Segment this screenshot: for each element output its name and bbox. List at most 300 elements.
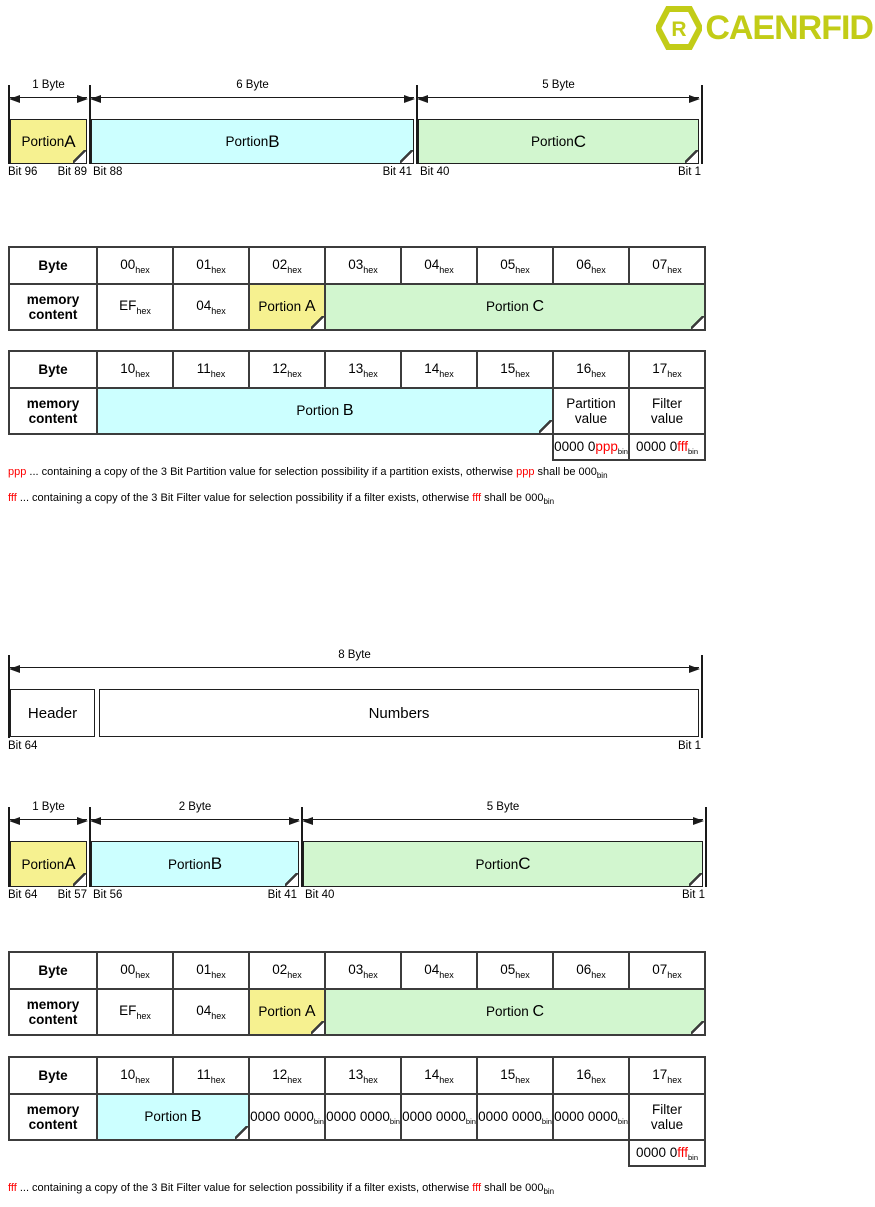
text-part: 07 <box>652 256 668 272</box>
text-part: ... containing a copy of the 3 Bit Partition value for selection possibility if a partition exists, otherwise <box>26 466 517 478</box>
table-cell <box>97 247 173 284</box>
text-part: hex <box>287 969 302 980</box>
text-part: hex <box>439 264 454 275</box>
text-part: hex <box>287 1074 302 1085</box>
text-part: shall be 000 <box>481 1182 544 1194</box>
table-cell <box>173 247 249 284</box>
text-part: A <box>304 298 316 315</box>
text-part: memory <box>26 291 80 307</box>
text-part: 13 <box>348 360 364 376</box>
text-part: 02 <box>272 256 288 272</box>
text-part: hex <box>287 264 302 275</box>
corner-notch-icon <box>400 150 413 163</box>
table-cell <box>477 247 553 284</box>
text-part: 02 <box>272 961 288 977</box>
text-part: fff <box>677 438 689 454</box>
arrowhead-right-icon <box>404 95 415 103</box>
dimension-arrow <box>10 801 87 820</box>
text-part: EF <box>119 298 137 313</box>
byte-length-label: 6 Byte <box>236 79 269 91</box>
text-part: bin <box>688 446 699 456</box>
text-part: value <box>650 411 684 426</box>
header-numbers-diagram-64bit <box>8 645 708 757</box>
bit-label: Bit 40 <box>420 166 450 178</box>
arrowhead-right-icon <box>689 665 700 673</box>
corner-notch-icon <box>685 150 698 163</box>
table-cell <box>629 1057 705 1094</box>
memory-table <box>8 350 706 461</box>
text-part: 15 <box>500 360 516 376</box>
text-part: Header <box>27 704 78 722</box>
corner-notch-icon <box>689 873 702 886</box>
text-part: 0000 0 <box>554 438 596 454</box>
text-part: 0000 0000 <box>250 1108 314 1124</box>
text-part: fff <box>677 1144 689 1160</box>
table-row <box>9 388 705 434</box>
dimension-arrow <box>303 801 703 820</box>
text-part: 0000 0000 <box>478 1108 542 1124</box>
text-part: 14 <box>424 1066 440 1082</box>
table-cell <box>325 351 401 388</box>
table-cell <box>97 989 173 1035</box>
table-row <box>9 351 705 388</box>
arrowhead-left-icon <box>9 817 20 825</box>
dimension-arrow <box>10 649 699 668</box>
table-cell <box>477 952 553 989</box>
text-part: shall be 000 <box>534 466 597 478</box>
spacer-cell <box>9 434 553 460</box>
table-cell <box>629 1094 705 1140</box>
table-cell <box>9 1094 97 1140</box>
text-part: Portion <box>167 856 211 872</box>
portion-box <box>10 841 87 887</box>
table-cell <box>325 1094 401 1140</box>
table-cell <box>629 247 705 284</box>
portion-diagram-64bit <box>8 792 708 902</box>
text-part: hex <box>211 1011 226 1021</box>
text-part: 01 <box>196 256 212 272</box>
table-cell <box>9 1057 97 1094</box>
text-part: bin <box>313 1116 324 1126</box>
table-cell <box>553 434 629 460</box>
spacer-cell <box>9 1140 629 1166</box>
text-part: bin <box>465 1116 476 1126</box>
text-part: hex <box>515 1074 530 1085</box>
text-part: hex <box>667 1074 682 1085</box>
portion-diagram-96bit <box>8 75 708 181</box>
arrowhead-left-icon <box>9 95 20 103</box>
text-part: bin <box>596 471 608 480</box>
footnote-ppp <box>8 466 608 480</box>
text-part: hex <box>591 264 606 275</box>
text-part: ppp <box>595 438 618 454</box>
text-part: B <box>210 854 223 873</box>
text-part: hex <box>591 1074 606 1085</box>
text-part: 16 <box>576 360 592 376</box>
table-cell <box>97 351 173 388</box>
table-cell <box>9 388 97 434</box>
byte-length-label: 8 Byte <box>338 649 371 661</box>
arrowhead-left-icon <box>90 817 101 825</box>
memory-table2-bytes-10-17 <box>8 1056 706 1167</box>
text-part: hex <box>439 368 454 379</box>
bit-label: Bit 41 <box>267 889 297 901</box>
arrowhead-right-icon <box>77 817 88 825</box>
text-part: C <box>518 854 531 873</box>
text-part: hex <box>210 1074 226 1085</box>
text-part: 04 <box>196 298 212 313</box>
text-part: hex <box>363 264 378 275</box>
table-row <box>9 1094 705 1140</box>
text-part: hex <box>591 969 606 980</box>
text-part: bin <box>541 1116 552 1126</box>
text-part: 06 <box>576 961 592 977</box>
text-part: 15 <box>500 1066 516 1082</box>
table-cell <box>477 351 553 388</box>
text-part: bin <box>617 446 628 456</box>
text-part: content <box>28 1012 78 1027</box>
table-cell <box>249 247 325 284</box>
arrowhead-left-icon <box>90 95 101 103</box>
corner-notch-icon <box>73 873 86 886</box>
text-part: Partition <box>566 395 616 411</box>
text-part: 17 <box>652 1066 668 1082</box>
arrowhead-left-icon <box>9 665 20 673</box>
text-part: 0000 0000 <box>402 1108 466 1124</box>
text-part: Numbers <box>368 704 430 722</box>
table-cell <box>401 1057 477 1094</box>
text-part: fff <box>8 492 17 504</box>
table-cell <box>401 952 477 989</box>
text-part: Portion <box>21 134 65 149</box>
table-cell <box>325 284 705 330</box>
text-part: Portion <box>296 403 343 418</box>
text-part: ... containing a copy of the 3 Bit Filter value for selection possibility if a filter exists, otherwise <box>16 1182 473 1194</box>
text-part: 07 <box>652 961 668 977</box>
dimension-arrow <box>418 79 699 98</box>
text-part: 13 <box>348 1066 364 1082</box>
arrowhead-right-icon <box>77 95 88 103</box>
memory-table2-bytes-00-07 <box>8 951 706 1036</box>
text-part: 12 <box>272 1066 288 1082</box>
text-part: hex <box>667 368 682 379</box>
corner-notch-icon <box>311 1021 324 1034</box>
text-part: Portion <box>144 1109 191 1124</box>
arrowhead-left-icon <box>417 95 428 103</box>
bit-label: Bit 1 <box>681 889 705 901</box>
table-cell <box>249 989 325 1035</box>
text-part: B <box>190 1108 202 1125</box>
text-part: hex <box>135 969 150 980</box>
text-part: bin <box>543 497 555 506</box>
table-row <box>9 952 705 989</box>
memory-table <box>8 1056 706 1167</box>
text-part: 0000 0 <box>635 438 678 454</box>
table-cell <box>9 989 97 1035</box>
table-cell <box>9 247 97 284</box>
boundary-line <box>701 655 703 738</box>
text-part: C <box>573 131 587 151</box>
text-part: hex <box>439 969 454 980</box>
text-part: B <box>268 131 280 151</box>
table-cell <box>553 351 629 388</box>
table-cell <box>629 434 705 460</box>
text-part: Filter <box>652 1101 682 1117</box>
text-part: memory <box>26 1101 80 1117</box>
text-part: Byte <box>38 258 68 273</box>
text-part: hex <box>211 969 226 980</box>
bit-label: Bit 40 <box>305 889 335 901</box>
text-part: bin <box>543 1187 555 1196</box>
table-cell <box>97 388 553 434</box>
text-part: hex <box>515 368 530 379</box>
boundary-line <box>701 85 703 164</box>
text-part: hex <box>515 264 530 275</box>
table-cell <box>629 388 705 434</box>
dimension-arrow <box>91 801 299 820</box>
table-cell <box>97 1057 173 1094</box>
table-cell <box>173 284 249 330</box>
text-part: Portion <box>258 299 305 314</box>
text-part: 00 <box>120 961 136 977</box>
footnote-fff-2 <box>8 1182 554 1196</box>
table-cell <box>249 952 325 989</box>
text-part: 0000 0000 <box>326 1108 390 1124</box>
text-part: fff <box>472 1182 482 1194</box>
text-part: shall be 000 <box>481 492 544 504</box>
text-part: hex <box>667 969 682 980</box>
portion-box <box>303 841 703 887</box>
table-cell <box>325 1057 401 1094</box>
text-part: B <box>342 402 354 419</box>
corner-notch-icon <box>311 316 324 329</box>
boundary-line <box>705 807 707 887</box>
bit-label: Bit 56 <box>93 889 123 901</box>
table-cell <box>629 1140 705 1166</box>
text-part: bin <box>688 1152 699 1162</box>
table-cell <box>553 952 629 989</box>
corner-notch-icon <box>539 420 552 433</box>
text-part: value <box>574 411 608 426</box>
text-part: hex <box>363 969 378 980</box>
table-cell <box>97 952 173 989</box>
text-part: A <box>304 1003 316 1020</box>
text-part: 06 <box>576 256 592 272</box>
table-row <box>9 1140 705 1166</box>
table-cell <box>173 952 249 989</box>
table-row <box>9 1057 705 1094</box>
portion-box <box>91 119 414 164</box>
arrowhead-left-icon <box>302 817 313 825</box>
text-part: bin <box>389 1116 400 1126</box>
text-part: 10 <box>120 360 136 376</box>
text-part: hex <box>210 368 226 379</box>
text-part: hex <box>135 264 150 275</box>
text-part: 11 <box>196 1066 211 1082</box>
text-part: 12 <box>272 360 288 376</box>
text-part: 04 <box>424 256 440 272</box>
table-cell <box>477 1094 553 1140</box>
text-part: hex <box>136 1011 151 1021</box>
text-part: fff <box>472 492 482 504</box>
dimension-arrow <box>10 79 87 98</box>
text-part: Portion <box>258 1004 305 1019</box>
bit-label: Bit 88 <box>93 166 123 178</box>
text-part: hex <box>515 969 530 980</box>
byte-length-label: 1 Byte <box>32 79 65 91</box>
byte-length-label: 2 Byte <box>178 801 212 813</box>
text-part: 05 <box>500 256 516 272</box>
bit-label: Bit 64 <box>8 889 38 901</box>
corner-notch-icon <box>235 1126 248 1139</box>
text-part: hex <box>135 368 150 379</box>
corner-notch-icon <box>691 316 704 329</box>
bit-label: Bit 96 <box>8 166 38 178</box>
table-cell <box>629 351 705 388</box>
table-cell <box>249 1094 325 1140</box>
memory-table-bytes-00-07 <box>8 246 706 331</box>
table-cell <box>325 952 401 989</box>
text-part: content <box>28 411 78 426</box>
text-part: content <box>28 1117 78 1132</box>
table-cell <box>97 284 173 330</box>
text-part: hex <box>363 1074 378 1085</box>
bit-label: Bit 1 <box>677 166 701 178</box>
arrowhead-right-icon <box>289 817 300 825</box>
arrowhead-right-icon <box>689 95 700 103</box>
text-part: Portion <box>475 856 519 872</box>
caen-hexagon-icon <box>656 5 702 51</box>
table-cell <box>629 952 705 989</box>
caen-rfid-logo <box>656 5 873 51</box>
text-part: hex <box>439 1074 454 1085</box>
portion-box <box>10 689 95 737</box>
text-part: A <box>64 131 76 151</box>
bit-label: Bit 64 <box>8 740 38 752</box>
text-part: hex <box>363 368 378 379</box>
text-part: 11 <box>196 360 211 376</box>
text-part: 04 <box>196 1003 212 1018</box>
bit-label: Bit 1 <box>677 740 701 752</box>
corner-notch-icon <box>285 873 298 886</box>
text-part: Portion <box>530 134 574 149</box>
text-part: Portion <box>225 134 269 149</box>
table-cell <box>325 247 401 284</box>
text-part: C <box>532 1003 545 1020</box>
text-part: Byte <box>38 362 68 377</box>
text-part: hex <box>287 368 302 379</box>
text-part: 17 <box>652 360 668 376</box>
table-cell <box>173 351 249 388</box>
bit-label: Bit 57 <box>57 889 87 901</box>
text-part: hex <box>591 368 606 379</box>
byte-length-label: 5 Byte <box>542 79 575 91</box>
table-row <box>9 989 705 1035</box>
text-part: hex <box>667 264 682 275</box>
text-part: fff <box>8 1182 17 1194</box>
text-part: Portion <box>485 1004 533 1019</box>
text-part: memory <box>26 395 80 411</box>
table-row <box>9 284 705 330</box>
text-part: value <box>650 1117 684 1132</box>
table-cell <box>249 351 325 388</box>
table-cell <box>553 388 629 434</box>
memory-table-bytes-10-17 <box>8 350 706 461</box>
table-cell <box>553 247 629 284</box>
footnote-fff <box>8 492 554 506</box>
text-part: bin <box>617 1116 628 1126</box>
memory-table <box>8 246 706 331</box>
dimension-arrow <box>91 79 414 98</box>
table-cell <box>325 989 705 1035</box>
table-cell <box>401 351 477 388</box>
text-part: hex <box>136 306 151 316</box>
table-row <box>9 247 705 284</box>
text-part: content <box>28 307 78 322</box>
text-part: 05 <box>500 961 516 977</box>
table-cell <box>553 1094 629 1140</box>
byte-length-label: 1 Byte <box>32 801 65 813</box>
table-cell <box>173 1057 249 1094</box>
byte-length-label: 5 Byte <box>486 801 520 813</box>
text-part: 16 <box>576 1066 592 1082</box>
corner-notch-icon <box>691 1021 704 1034</box>
text-part: Portion <box>485 299 533 314</box>
text-part: hex <box>211 306 226 316</box>
text-part: 14 <box>424 360 440 376</box>
text-part: 04 <box>424 961 440 977</box>
arrowhead-right-icon <box>693 817 704 825</box>
text-part: 0000 0000 <box>554 1108 618 1124</box>
portion-box <box>91 841 299 887</box>
text-part: Filter <box>652 395 682 411</box>
text-part: C <box>532 298 545 315</box>
text-part: Byte <box>38 1068 68 1083</box>
text-part: 03 <box>348 256 364 272</box>
text-part: ppp <box>516 466 535 478</box>
table-cell <box>553 1057 629 1094</box>
text-part: hex <box>135 1074 150 1085</box>
text-part: hex <box>211 264 226 275</box>
table-cell <box>249 284 325 330</box>
logo-text: CAENRFID <box>705 8 873 47</box>
table-cell <box>249 1057 325 1094</box>
table-cell <box>97 1094 249 1140</box>
table-row <box>9 434 705 460</box>
bit-label: Bit 89 <box>57 166 87 178</box>
text-part: 01 <box>196 961 212 977</box>
text-part: 10 <box>120 1066 136 1082</box>
table-cell <box>173 989 249 1035</box>
text-part: 0000 0 <box>635 1144 678 1160</box>
table-cell <box>401 247 477 284</box>
portion-box <box>418 119 699 164</box>
table-cell <box>9 351 97 388</box>
text-part: ppp <box>8 466 27 478</box>
text-part: 03 <box>348 961 364 977</box>
text-part: Portion <box>21 856 65 872</box>
corner-notch-icon <box>73 150 86 163</box>
memory-table <box>8 951 706 1036</box>
text-part: EF <box>119 1003 137 1018</box>
bit-label: Bit 41 <box>382 166 412 178</box>
table-cell <box>477 1057 553 1094</box>
hexagon-letter: R <box>671 18 687 41</box>
portion-box <box>10 119 87 164</box>
text-part: 00 <box>120 256 136 272</box>
table-cell <box>9 284 97 330</box>
text-part: A <box>64 854 76 873</box>
